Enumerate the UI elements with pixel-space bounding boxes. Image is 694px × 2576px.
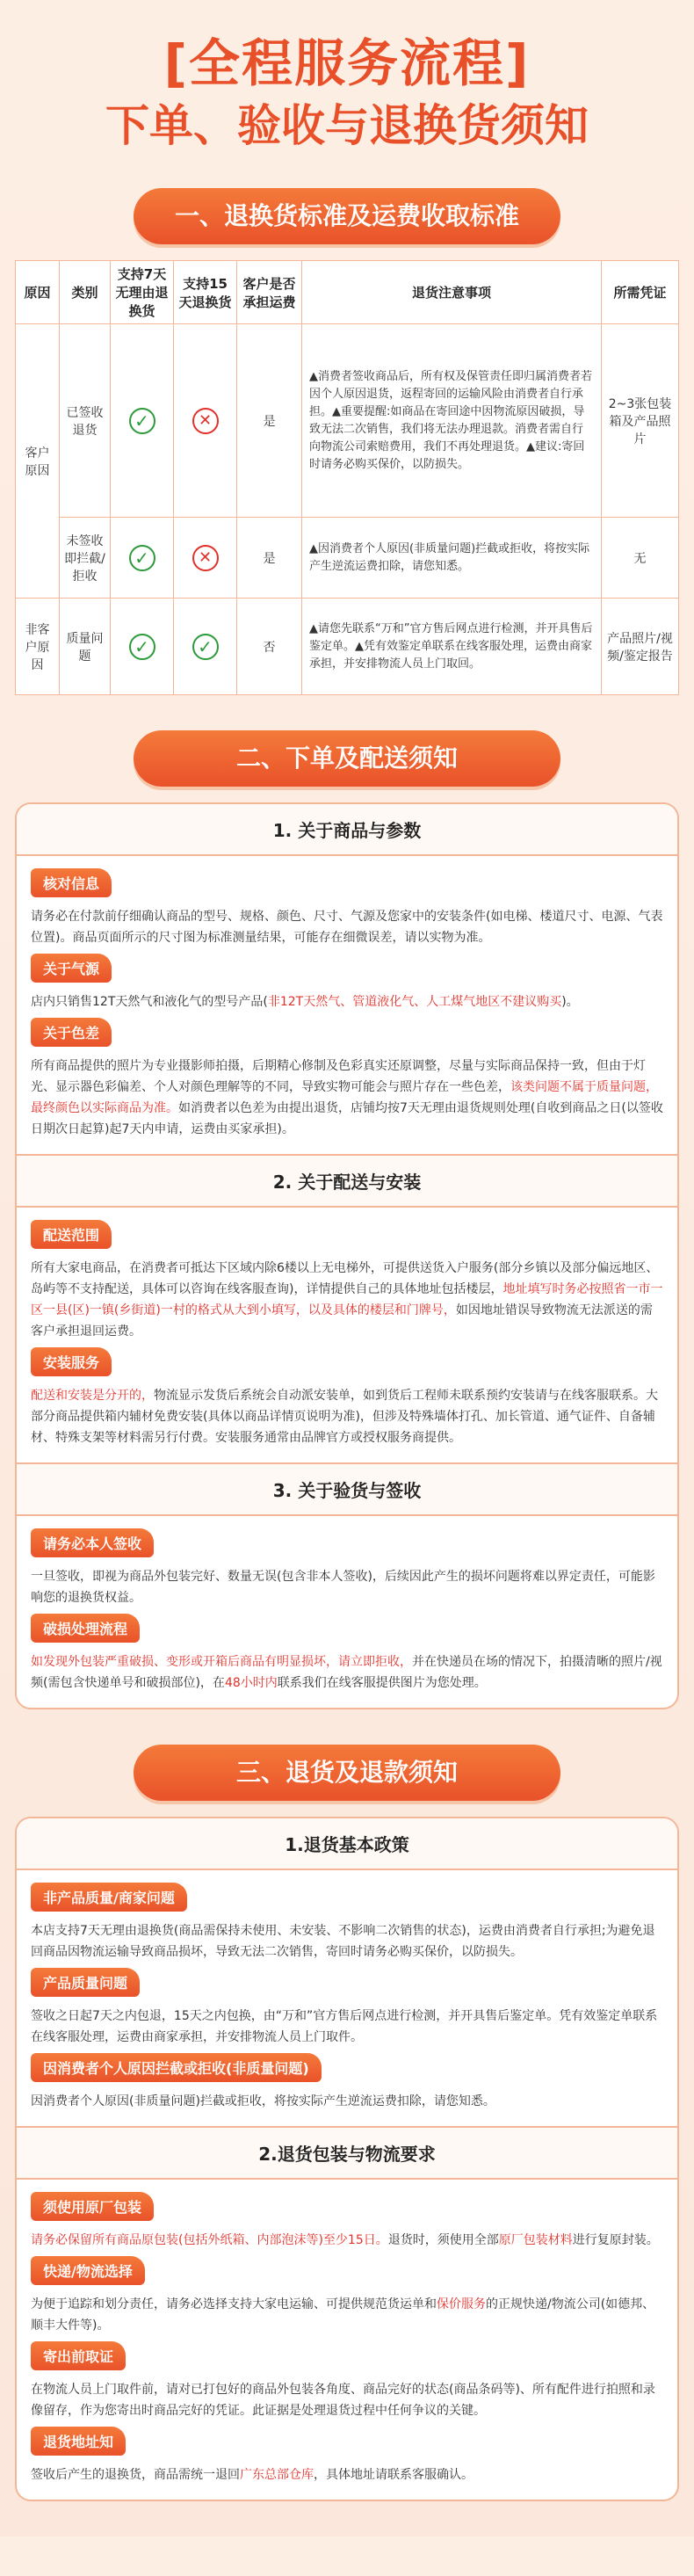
paragraph-gas: 店内只销售12T天然气和液化气的型号产品(非12T天然气、管道液化气、人工煤气地区不建议购买)。 <box>31 995 579 1009</box>
paragraph-quality: 签收之日起7天之内包退，15天之内包换，由“万和”官方售后网点进行检测，并开具售后鉴定单。凭有效鉴定单联系在线客服处理，运费由商家承担，并安排物流人员上门取件。 <box>31 2009 658 2044</box>
header-15day: 支持15天退换货 <box>174 261 237 324</box>
tag-gas-source: 关于气源 <box>31 954 112 983</box>
subheading-products: 1. 关于商品与参数 <box>17 804 677 856</box>
tag-color-diff: 关于色差 <box>31 1018 112 1047</box>
check-icon: ✓ <box>192 634 219 660</box>
subheading-delivery: 2. 关于配送与安装 <box>17 1154 677 1208</box>
cell-category: 已签收退货 <box>60 324 111 518</box>
section3-heading: 三、退货及退款须知 <box>134 1745 560 1801</box>
header-7day: 支持7天无理由退换货 <box>111 261 174 324</box>
tag-damage-process: 破损处理流程 <box>31 1614 140 1643</box>
check-icon: ✓ <box>129 545 155 571</box>
paragraph-install: 配送和安装是分开的，物流显示发货后系统会自动派安装单，如到货后工程师未联系预约安装请与在线客服联系。大部分商品提供箱内辅材免费安装(具体以商品详情页说明为准)，但涉及特殊墙体打孔、加长管道、通气证件、自备辅材、特殊支架等材料需另行付费。安装服务通常由品牌官方或授权服务商提供。 <box>31 1389 658 1445</box>
tag-original-packaging: 须使用原厂包装 <box>31 2192 154 2221</box>
table-row <box>16 324 679 518</box>
check-icon: ✓ <box>129 634 155 660</box>
cross-icon: ✕ <box>192 408 219 434</box>
tag-non-quality: 非产品质量/商家问题 <box>31 1883 187 1912</box>
tag-refuse: 因消费者个人原因拦截或拒收(非质量问题) <box>31 2053 322 2082</box>
cell-notes: ▲因消费者个人原因(非质量问题)拦截或拒收，将按实际产生逆流运费扣除，请您知悉。 <box>302 518 602 599</box>
check-icon: ✓ <box>129 408 155 434</box>
cell-fee: 否 <box>237 599 302 695</box>
ordering-delivery-card <box>15 802 679 1709</box>
return-standards-table <box>15 260 679 695</box>
paragraph-range: 所有大家电商品，在消费者可抵达下区域内除6楼以上无电梯外，可提供送货入户服务(部分乡镇以及部分偏远地区、岛屿等不支持配送，具体可以咨询在线客服查询)，详情提供自己的具体地址包括楼层，地址填写时务必按照省一市一区一县(区)一镇(乡街道)一村的格式从大到小填写，以及具体的楼层和门牌号，如因地址错误导致物流无法派送的需客户承担退回运费。 <box>31 1261 663 1339</box>
paragraph-refuse: 因消费者个人原因(非质量问题)拦截或拒收，将按实际产生逆流运费扣除，请您知悉。 <box>31 2094 495 2108</box>
header-fee: 客户是否承担运费 <box>237 261 302 324</box>
hero-subtitle: 下单、验收与退换货须知 <box>105 100 589 151</box>
header-notes: 退货注意事项 <box>302 261 602 324</box>
paragraph-shipping: 为便于追踪和划分责任，请务必选择支持大家电运输、可提供规范货运单和保价服务的正规快递/物流公司(如德邦、顺丰大件等)。 <box>31 2297 655 2333</box>
paragraph-damage: 如发现外包装严重破损、变形或开箱后商品有明显损坏，请立即拒收，并在快递员在场的情况下，拍摄清晰的照片/视频(需包含快递单号和破损部位)，在48小时内联系我们在线客服提供图片为您处理。 <box>31 1655 662 1690</box>
cell-category: 质量问题 <box>60 599 111 695</box>
subheading-policy: 1.退货基本政策 <box>17 1818 677 1870</box>
paragraph-color: 所有商品提供的照片为专业摄影师拍摄，后期精心修制及色彩真实还原调整，尽量与实际商品保持一致，但由于灯光、显示器色彩偏差、个人对颜色理解等的不同，导致实物可能会与照片存在一些色差，该类问题不属于质量问题，最终颜色以实际商品为准。如消费者以色差为由提出退货，店铺均按7天无理由退货规则处理(自收到商品之日(以签收日期次日起算)起7天内申请，运费由买家承担)。 <box>31 1059 663 1136</box>
header-reason: 原因 <box>16 261 60 324</box>
paragraph-address: 签收后产生的退换货，商品需统一退回广东总部仓库，具体地址请联系客服确认。 <box>31 2468 474 2482</box>
return-refund-card <box>15 1817 679 2501</box>
cell-reason: 客户原因 <box>16 324 60 599</box>
tag-evidence: 寄出前取证 <box>31 2341 126 2370</box>
header-proof: 所需凭证 <box>602 261 679 324</box>
tag-return-address: 退货地址知 <box>31 2427 126 2456</box>
table-header-row <box>16 261 679 324</box>
tag-verify-info: 核对信息 <box>31 868 112 897</box>
cell-fee: 是 <box>237 518 302 599</box>
table-row <box>16 518 679 599</box>
paragraph-verify: 请务必在付款前仔细确认商品的型号、规格、颜色、尺寸、气源及您家中的安装条件(如电梯、楼道尺寸、电源、气表位置)。商品页面所示的尺寸图为标准测量结果，可能存在细微误差，请以实物为准。 <box>31 910 663 945</box>
cross-icon: ✕ <box>192 545 219 571</box>
tag-delivery-range: 配送范围 <box>31 1220 112 1249</box>
paragraph-packaging: 请务必保留所有商品原包装(包括外纸箱、内部泡沫等)至少15日。退货时，须使用全部原厂包装材料进行复原封装。 <box>31 2233 659 2247</box>
paragraph-non-quality: 本店支持7天无理由退换货(商品需保持未使用、未安装、不影响二次销售的状态)，运费由消费者自行承担;为避免退回商品因物流运输导致商品损坏，导致无法二次销售，寄回时请务必购买保价，以防损失。 <box>31 1924 655 1959</box>
tag-quality: 产品质量问题 <box>31 1968 140 1997</box>
section1-heading: 一、退换货标准及运费收取标准 <box>134 188 560 244</box>
section2-heading: 二、下单及配送须知 <box>134 730 560 787</box>
subheading-signing: 3. 关于验货与签收 <box>17 1462 677 1516</box>
cell-fee: 是 <box>237 324 302 518</box>
cell-proof: 产品照片/视频/鉴定报告 <box>602 599 679 695</box>
cell-category: 未签收即拦截/拒收 <box>60 518 111 599</box>
header-category: 类别 <box>60 261 111 324</box>
cell-reason: 非客户原因 <box>16 599 60 695</box>
tag-shipping: 快递/物流选择 <box>31 2256 145 2285</box>
cell-notes: ▲请您先联系“万和”官方售后网点进行检测，并开具售后鉴定单。▲凭有效鉴定单联系在线客服处理，运费由商家承担，并安排物流人员上门取回。 <box>302 599 602 695</box>
subheading-packaging: 2.退货包装与物流要求 <box>17 2126 677 2180</box>
table-row <box>16 599 679 695</box>
tag-sign-personally: 请务必本人签收 <box>31 1528 154 1557</box>
hero-header <box>0 0 694 156</box>
tag-install: 安装服务 <box>31 1347 112 1376</box>
hero-title: [全程服务流程] <box>163 33 531 93</box>
cell-notes: ▲消费者签收商品后，所有权及保管责任即归属消费者若因个人原因退货，返程寄回的运输风险由消费者自行承担。▲重要提醒:如商品在寄回途中因物流原因破损，导致无法二次销售，我们将无法办理退款。消费者需自行向物流公司索赔费用，我们不再处理退货。▲建议:寄回时请务必购买保价，以防损失。 <box>302 324 602 518</box>
cell-proof: 无 <box>602 518 679 599</box>
paragraph-sign: 一旦签收，即视为商品外包装完好、数量无误(包含非本人签收)，后续因此产生的损坏问题将难以界定责任，可能影响您的退换货权益。 <box>31 1570 655 1605</box>
paragraph-evidence: 在物流人员上门取件前，请对已打包好的商品外包装各角度、商品完好的状态(商品条码等)、所有配件进行拍照和录像留存，作为您寄出时商品完好的凭证。此证据是处理退货过程中任何争议的关键。 <box>31 2383 655 2418</box>
cell-proof: 2~3张包装箱及产品照片 <box>602 324 679 518</box>
